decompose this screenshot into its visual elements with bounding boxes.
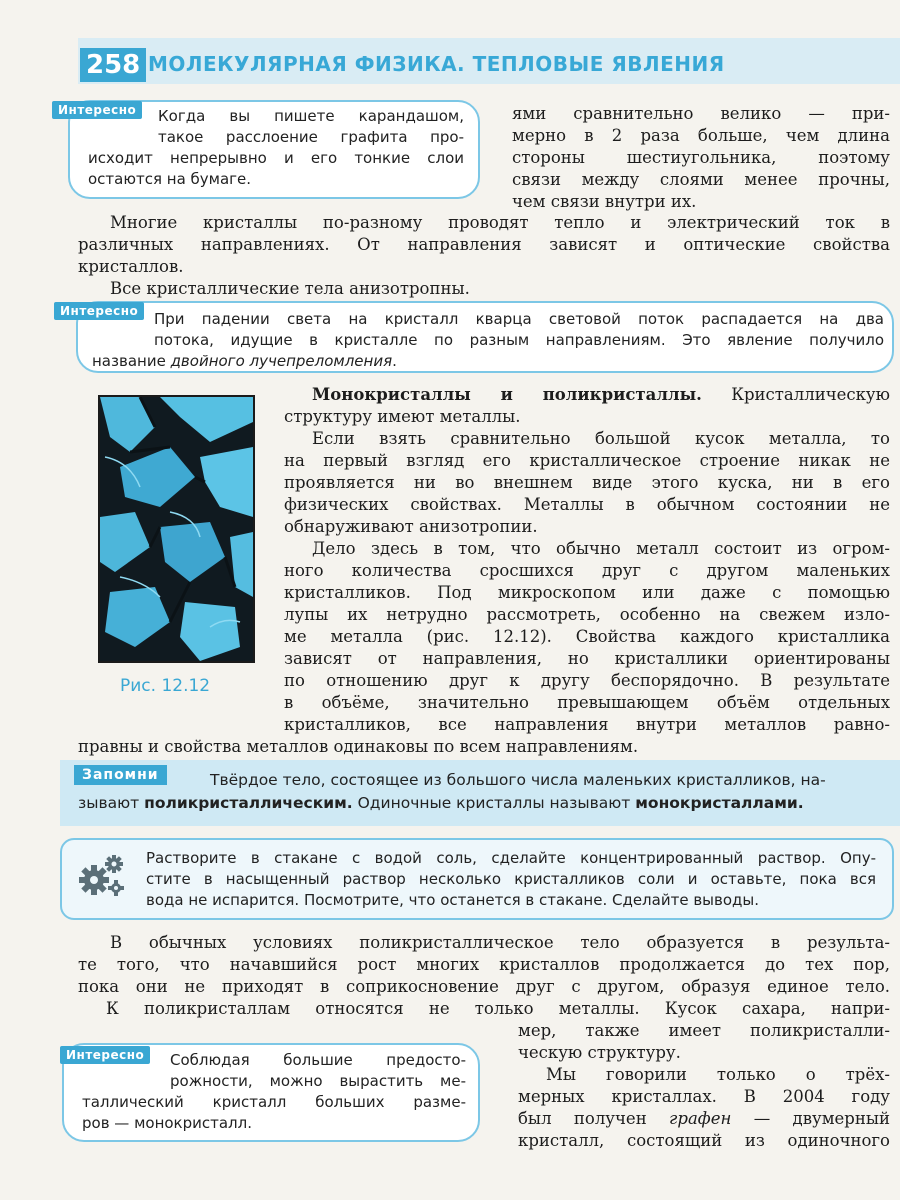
note-line: исходит непрерывно и его тонкие слои xyxy=(88,149,464,167)
text-line: мер, также имеет поликристалли- xyxy=(518,1021,890,1040)
note-line: такое расслоение графита про- xyxy=(158,128,464,146)
text-line: кристалликов, все направления внутри металлов равно- xyxy=(284,715,890,734)
note-text-2 xyxy=(92,309,884,372)
term-double-refraction: двойного лучепреломления xyxy=(170,352,393,370)
text-line: кристалл, состоящий из одиночного xyxy=(518,1131,890,1150)
note-text-1 xyxy=(88,106,464,190)
text-line: различных направлениях. От направления зависят и оптические свойства xyxy=(78,235,890,254)
text-line: по отношению друг к другу беспорядочно. В результате xyxy=(284,671,890,690)
section-heading: Монокристаллы и поликристаллы. xyxy=(312,385,702,404)
text-line: ями сравнительно велико — при- xyxy=(512,104,890,123)
polycrystal-texture xyxy=(100,397,253,661)
text-line: зависят от направления, но кристаллики ориентированы xyxy=(284,649,890,668)
task-line: вода не испарится. Посмотрите, что останется в стакане. Сделайте выводы. xyxy=(146,891,760,909)
text-line: в объёме, значительно превышающем объём отдельных xyxy=(284,693,890,712)
text-fragment: — двумерный xyxy=(731,1109,890,1128)
text-line: чем связи внутри их. xyxy=(512,192,697,211)
paragraph-anisotropic-bodies: Все кристаллические тела анизотропны. xyxy=(110,279,470,298)
text-line: на первый взгляд его кристаллическое строение никак не xyxy=(284,451,890,470)
text-line: мерно в 2 раза больше, чем длина xyxy=(512,126,890,145)
note-tag-2: Интересно xyxy=(54,302,144,320)
text-line: Мы говорили только о трёх- xyxy=(546,1065,890,1084)
text-line: Многие кристаллы по-разному проводят тепло и электрический ток в xyxy=(110,213,890,232)
remember-tag: Запомни xyxy=(74,765,167,785)
column-text-top-right xyxy=(512,103,890,213)
text-line: Кристаллическую xyxy=(701,385,890,404)
text-line: Дело здесь в том, что обычно металл состоит из огром- xyxy=(312,539,890,558)
text-line: обнаруживают анизотропии. xyxy=(284,517,538,536)
text-line: пока они не приходят в соприкосновение друг с другом, образуя единое тело. xyxy=(78,977,890,996)
term-graphene: графен xyxy=(669,1109,732,1128)
note-line: рожности, можно вырастить ме- xyxy=(170,1072,466,1090)
text-line: стороны шестиугольника, поэтому xyxy=(512,148,890,167)
task-line: стите в насыщенный раствор несколько кристалликов соли и оставьте, пока вся xyxy=(146,870,876,888)
text-line: мерных кристаллах. В 2004 году xyxy=(518,1087,890,1106)
text-line: К поликристаллам относятся не только металлы. Кусок сахара, напри- xyxy=(106,999,890,1018)
note-line: ров — монокристалл. xyxy=(82,1114,253,1132)
text-line: лупы их нетрудно рассмотреть, особенно на свежем изло- xyxy=(284,605,890,624)
page-number: 258 xyxy=(80,48,146,82)
chapter-title: МОЛЕКУЛЯРНАЯ ФИЗИКА. ТЕПЛОВЫЕ ЯВЛЕНИЯ xyxy=(148,52,725,76)
text-line: кристаллов. xyxy=(78,257,184,276)
task-text xyxy=(146,848,876,911)
note-line: потока, идущие в кристалле по разным направлениям. Это явление получило xyxy=(154,331,884,349)
note-line: Соблюдая большие предосто- xyxy=(170,1051,466,1069)
text-line: ме металла (рис. 12.12). Свойства каждого кристаллика xyxy=(284,627,890,646)
note-line: остаются на бумаге. xyxy=(88,170,252,188)
text-line: структуру имеют металлы. xyxy=(284,407,521,426)
text-line: ного количества сросшихся друг с другом маленьких xyxy=(284,561,890,580)
gears-icon xyxy=(76,850,128,902)
figure-caption: Рис. 12.12 xyxy=(120,676,211,696)
note-tag-1: Интересно xyxy=(52,101,142,119)
text-line: проявляется ни во внешнем виде этого куска, ни в его xyxy=(284,473,890,492)
term-monocrystals: монокристаллами. xyxy=(635,794,804,812)
paragraph-anisotropy xyxy=(78,212,890,278)
section-mono-poly xyxy=(284,384,890,736)
text-line: те того, что начавшийся рост многих кристаллов продолжается до тех пор, xyxy=(78,955,890,974)
text-line: физических свойствах. Металлы в обычном состоянии не xyxy=(284,495,890,514)
note-text-3 xyxy=(82,1050,466,1134)
remember-line-2 xyxy=(78,793,804,814)
note-line: При падении света на кристалл кварца световой поток распадается на два xyxy=(154,310,884,328)
remember-line-1: Твёрдое тело, состоящее из большого числа маленьких кристалликов, на- xyxy=(210,771,826,789)
note-tag-3: Интересно xyxy=(60,1046,150,1064)
text-line: кристалликов. Под микроскопом или даже с помощью xyxy=(284,583,890,602)
note-line-suffix: . xyxy=(392,352,397,370)
column-text-bottom-right xyxy=(518,1020,890,1152)
note-line: Когда вы пишете карандашом, xyxy=(158,107,464,125)
text-line-final: правны и свойства металлов одинаковы по всем направлениям. xyxy=(78,737,639,756)
remember-text: зывают xyxy=(78,794,145,812)
task-line: Растворите в стакане с водой соль, сделайте концентрированный раствор. Опу- xyxy=(146,849,876,867)
paragraph-polycrystal xyxy=(78,932,890,1020)
text-line: В обычных условиях поликристаллическое тело образуется в результа- xyxy=(110,933,890,952)
text-fragment: был получен xyxy=(518,1109,670,1128)
text-line: Если взять сравнительно большой кусок металла, то xyxy=(312,429,890,448)
note-line-prefix: название xyxy=(92,352,171,370)
note-line: таллический кристалл больших разме- xyxy=(82,1093,466,1111)
text-line: ческую структуру. xyxy=(518,1043,681,1062)
term-polycrystalline: поликристаллическим. xyxy=(144,794,353,812)
figure-polycrystal-image xyxy=(98,395,255,663)
remember-text: Одиночные кристаллы называют xyxy=(352,794,636,812)
text-line: связи между слоями менее прочны, xyxy=(512,170,890,189)
